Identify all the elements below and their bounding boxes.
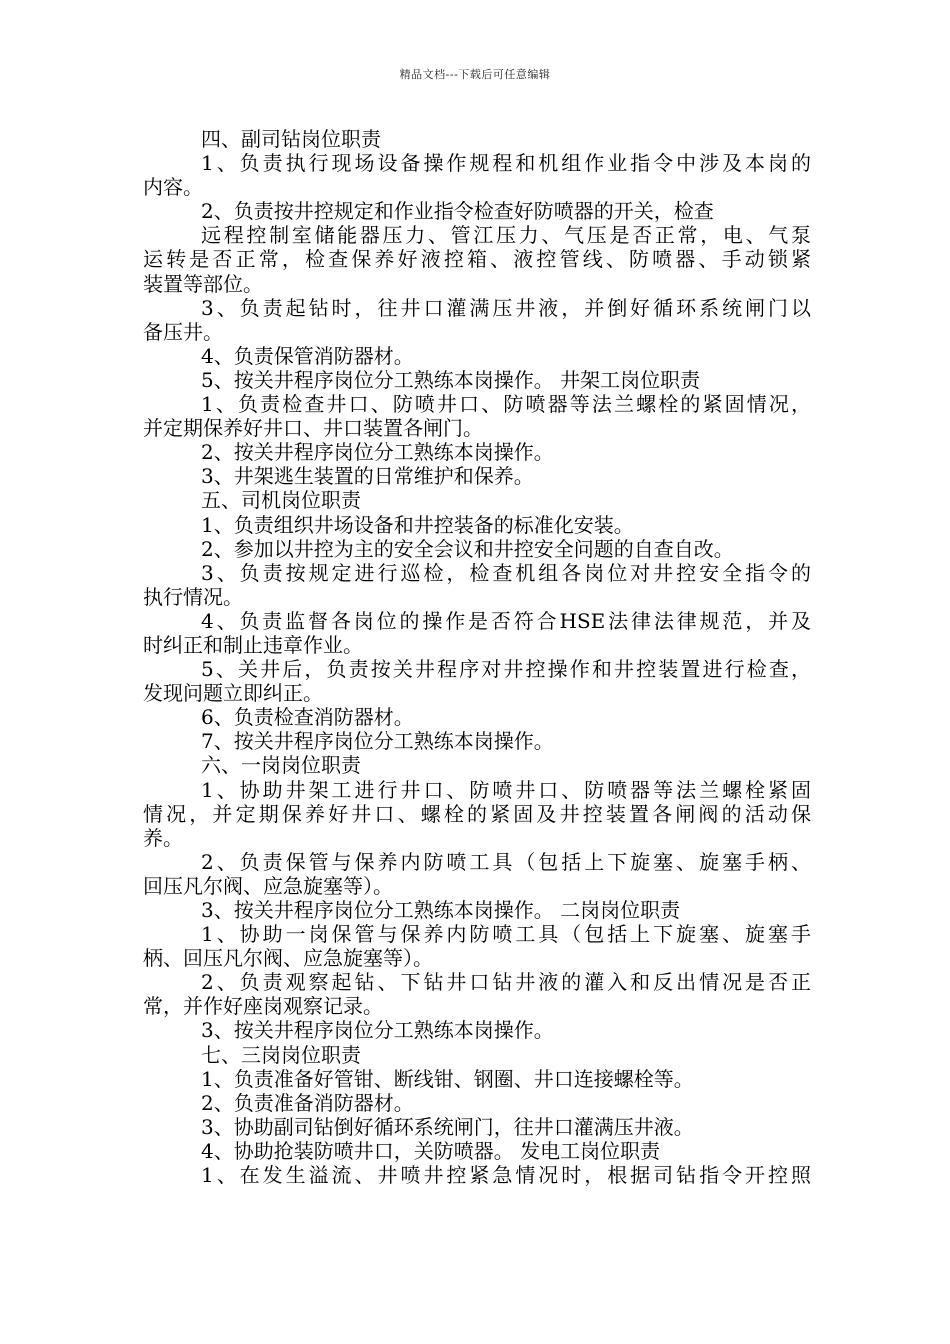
paragraph-line: 3、井架逃生装置的日常维护和保养。	[201, 464, 534, 489]
paragraph-line: 2、参加以井控为主的安全会议和井控安全问题的自查自改。	[201, 536, 734, 561]
paragraph-line: 3、负责起钻时，往井口灌满压井液，并倒好循环系统闸门以	[201, 295, 811, 320]
paragraph-line: 4、负责保管消防器材。	[201, 343, 414, 368]
paragraph-line: 养。	[143, 825, 183, 850]
paragraph-line: 2、负责保管与保养内防喷工具（包括上下旋塞、旋塞手柄、	[201, 849, 811, 874]
paragraph-line: 内容。	[143, 175, 203, 200]
paragraph-line: 3、负责按规定进行巡检，检查机组各岗位对井控安全指令的	[201, 560, 811, 585]
paragraph-line: 5、按关井程序岗位分工熟练本岗操作。 井架工岗位职责	[201, 367, 701, 392]
paragraph-line: 1、负责执行现场设备操作规程和机组作业指令中涉及本岗的	[201, 151, 811, 176]
paragraph-line: 装置等部位。	[143, 271, 263, 296]
paragraph-line: 2、负责准备消防器材。	[201, 1090, 414, 1115]
paragraph-line: 回压凡尔阀、应急旋塞等）。	[143, 873, 393, 898]
paragraph-line: 2、负责观察起钻、下钻井口钻井液的灌入和反出情况是否正	[201, 970, 811, 995]
paragraph-line: 2、按关井程序岗位分工熟练本岗操作。	[201, 440, 554, 465]
paragraph-line: 发现问题立即纠正。	[143, 681, 323, 706]
paragraph-line: 3、按关井程序岗位分工熟练本岗操作。	[201, 1018, 554, 1043]
paragraph-line: 6、负责检查消防器材。	[201, 705, 414, 730]
paragraph-line: 1、协助一岗保管与保养内防喷工具（包括上下旋塞、旋塞手	[201, 922, 811, 947]
section-heading: 五、司机岗位职责	[201, 488, 361, 513]
paragraph-line: 1、负责组织井场设备和井控装备的标准化安装。	[201, 512, 634, 537]
paragraph-line: 运转是否正常，检查保养好液控箱、液控管线、防喷器、手动锁紧	[143, 247, 811, 272]
paragraph-line: 5、关井后，负责按关井程序对井控操作和井控装置进行检查，	[201, 657, 811, 682]
paragraph-line: 1、负责检查井口、防喷井口、防喷器等法兰螺栓的紧固情况，	[201, 392, 811, 417]
paragraph-line: 3、协助副司钻倒好循环系统闸门，往井口灌满压井液。	[201, 1114, 694, 1139]
paragraph-line: 执行情况。	[143, 584, 243, 609]
paragraph-line: 4、负责监督各岗位的操作是否符合HSE法律法律规范，并及	[201, 608, 811, 633]
section-heading: 六、一岗岗位职责	[201, 753, 361, 778]
paragraph-line: 1、在发生溢流、井喷井控紧急情况时，根据司钻指令开控照	[201, 1163, 811, 1188]
paragraph-line: 远程控制室储能器压力、管江压力、气压是否正常，电、气泵	[201, 223, 811, 248]
paragraph-line: 4、协助抢装防喷井口，关防喷器。 发电工岗位职责	[201, 1138, 661, 1163]
document-body	[143, 127, 811, 1187]
paragraph-line: 柄、回压凡尔阀、应急旋塞等）。	[143, 946, 433, 971]
section-heading: 四、副司钻岗位职责	[201, 127, 381, 151]
paragraph-line: 备压井。	[143, 319, 223, 344]
paragraph-line: 1、负责准备好管钳、断线钳、钢圈、井口连接螺栓等。	[201, 1066, 694, 1091]
section-heading: 七、三岗岗位职责	[201, 1042, 361, 1067]
paragraph-line: 2、负责按井控规定和作业指令检查好防喷器的开关，检查	[201, 199, 714, 224]
paragraph-line: 7、按关井程序岗位分工熟练本岗操作。	[201, 729, 554, 754]
paragraph-line: 1、协助井架工进行井口、防喷井口、防喷器等法兰螺栓紧固	[201, 777, 811, 802]
paragraph-line: 情况，并定期保养好井口、螺栓的紧固及井控装置各闸阀的活动保	[143, 801, 811, 826]
page-header: 精品文档---下载后可任意编辑	[399, 68, 551, 81]
paragraph-line: 常，并作好座岗观察记录。	[143, 994, 383, 1019]
paragraph-line: 时纠正和制止违章作业。	[143, 632, 363, 657]
paragraph-line: 并定期保养好井口、井口装置各闸门。	[143, 416, 483, 441]
paragraph-line: 3、按关井程序岗位分工熟练本岗操作。 二岗岗位职责	[201, 898, 681, 922]
